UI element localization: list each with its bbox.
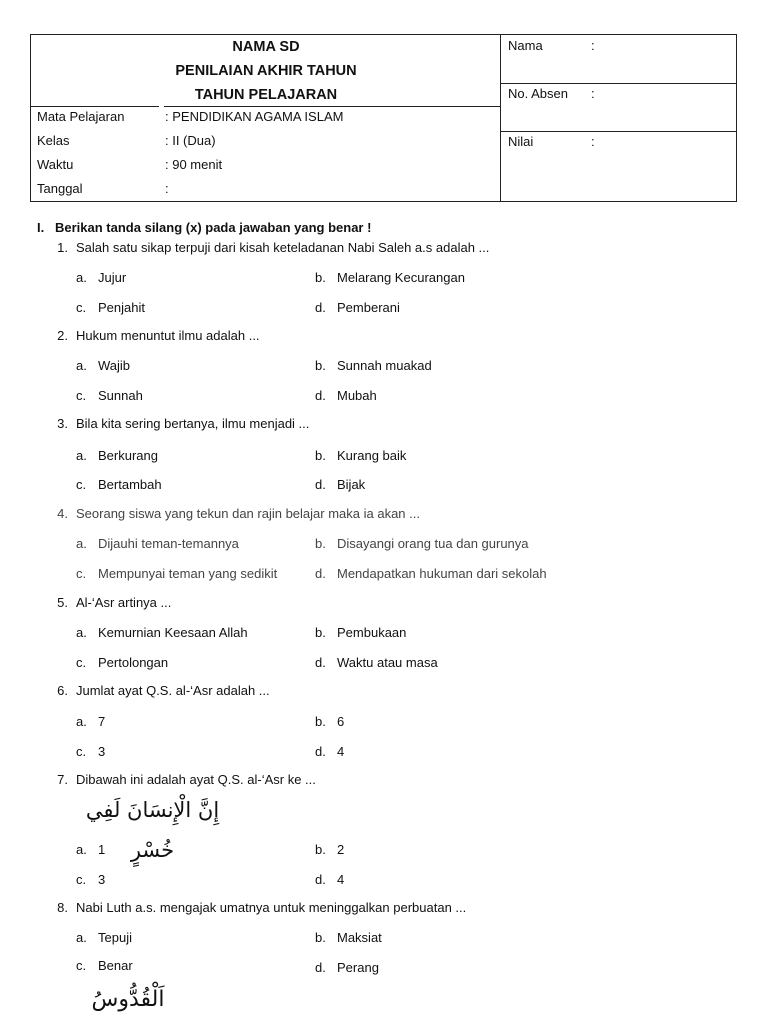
option-text: Sunnah (98, 388, 143, 403)
option-text: Pemberani (337, 300, 400, 315)
option-text: Penjahit (98, 300, 145, 315)
info-label-date: Tanggal (37, 181, 83, 196)
option-text: 6 (337, 714, 345, 729)
question-2 (46, 328, 260, 343)
option-text: Benar (98, 958, 133, 973)
option-6d[interactable] (315, 744, 344, 759)
option-text: 4 (337, 872, 345, 887)
option-5a[interactable] (76, 625, 248, 640)
question-3 (46, 416, 309, 431)
info-value-subject: : PENDIDIKAN AGAMA ISLAM (165, 109, 344, 124)
question-text: Nabi Luth a.s. mengajak umatnya untuk meninggalkan perbuatan ... (76, 900, 467, 915)
option-letter: c. (76, 872, 87, 887)
header-left-panel (31, 35, 501, 201)
option-text: 2 (337, 842, 345, 857)
option-text: Berkurang (98, 448, 158, 463)
option-letter: d. (315, 566, 326, 581)
option-text: 3 (98, 872, 106, 887)
option-6c[interactable] (76, 744, 105, 759)
option-letter: c. (76, 300, 87, 315)
right-divider-1 (501, 83, 736, 84)
question-text: Salah satu sikap terpuji dari kisah keteladanan Nabi Saleh a.s adalah ... (76, 240, 490, 255)
question-number: 1. (57, 240, 68, 255)
option-text: Mendapatkan hukuman dari sekolah (337, 566, 547, 581)
option-text: Mempunyai teman yang sedikit (98, 566, 278, 581)
option-1a[interactable] (76, 270, 126, 285)
right-divider-2 (501, 131, 736, 132)
option-text: 7 (98, 714, 106, 729)
option-letter: c. (76, 958, 87, 973)
option-letter: d. (315, 744, 326, 759)
option-letter: c. (76, 566, 87, 581)
option-text: Tepuji (98, 930, 132, 945)
section-instruction (37, 220, 371, 235)
option-3d[interactable] (315, 477, 365, 492)
option-letter: d. (315, 872, 326, 887)
option-2a[interactable] (76, 358, 130, 373)
header-divider-left (31, 106, 159, 107)
question-6 (46, 683, 270, 698)
school-name: NAMA SD (232, 39, 300, 55)
option-1b[interactable] (315, 270, 465, 285)
option-text: Maksiat (337, 930, 382, 945)
absen-field[interactable]: : (591, 86, 595, 101)
info-label-class: Kelas (37, 133, 70, 148)
option-4c[interactable] (76, 566, 277, 581)
exam-title: PENILAIAN AKHIR TAHUN (175, 63, 357, 79)
option-letter: a. (76, 625, 87, 640)
option-4b[interactable] (315, 536, 529, 551)
option-text: Bijak (337, 477, 366, 492)
option-letter: c. (76, 477, 87, 492)
option-letter: c. (76, 388, 87, 403)
header-table (30, 34, 737, 202)
absen-label: No. Absen (508, 86, 568, 101)
option-text: Perang (337, 960, 379, 975)
option-letter: a. (76, 714, 87, 729)
question-number: 8. (57, 900, 68, 915)
option-letter: c. (76, 744, 87, 759)
option-letter: b. (315, 536, 326, 551)
option-3c[interactable] (76, 477, 162, 492)
option-letter: a. (76, 930, 87, 945)
option-8a[interactable] (76, 930, 132, 945)
header-right-panel (501, 35, 736, 201)
academic-year: TAHUN PELAJARAN (194, 87, 338, 103)
option-letter: d. (315, 655, 326, 670)
info-value-date[interactable]: : (165, 181, 169, 196)
option-5b[interactable] (315, 625, 406, 640)
arabic-verse: إِنَّ الْإِنسَانَ لَفِي خُسْرٍ (85, 798, 220, 862)
name-label: Nama (508, 38, 543, 53)
option-2d[interactable] (315, 388, 377, 403)
question-7 (46, 772, 316, 787)
option-7a[interactable] (76, 842, 105, 857)
option-8d[interactable] (315, 960, 379, 975)
option-2b[interactable] (315, 358, 432, 373)
header-divider-right (164, 106, 501, 107)
name-field[interactable]: : (591, 38, 595, 53)
info-label-subject: Mata Pelajaran (37, 109, 125, 124)
question-number: 5. (57, 595, 68, 610)
option-letter: a. (76, 358, 87, 373)
question-number: 3. (57, 416, 68, 431)
option-letter: b. (315, 448, 326, 463)
section-roman: I. (37, 220, 45, 235)
option-8b[interactable] (315, 930, 382, 945)
option-4d[interactable] (315, 566, 547, 581)
instruction-text: Berikan tanda silang (x) pada jawaban yang benar ! (55, 220, 372, 235)
option-1d[interactable] (315, 300, 400, 315)
question-4 (46, 506, 420, 521)
arabic-footer-word: اَلْقُدُّوسُ (91, 987, 165, 1012)
question-number: 2. (57, 328, 68, 343)
option-text: Melarang Kecurangan (337, 270, 465, 285)
option-letter: d. (315, 960, 326, 975)
option-6a[interactable] (76, 714, 105, 729)
option-letter: b. (315, 270, 326, 285)
option-4a[interactable] (76, 536, 239, 551)
question-text: Seorang siswa yang tekun dan rajin belajar maka ia akan ... (76, 506, 420, 521)
info-value-class: : II (Dua) (165, 133, 216, 148)
option-text: Sunnah muakad (337, 358, 432, 373)
question-text: Hukum menuntut ilmu adalah ... (76, 328, 260, 343)
option-7d[interactable] (315, 872, 344, 887)
option-text: Jujur (98, 270, 127, 285)
option-text: Bertambah (98, 477, 162, 492)
option-5c[interactable] (76, 655, 168, 670)
question-1 (46, 240, 489, 255)
score-field[interactable]: : (591, 134, 595, 149)
option-text: Kemurnian Keesaan Allah (98, 625, 248, 640)
option-letter: b. (315, 358, 326, 373)
option-letter: a. (76, 536, 87, 551)
option-text: Disayangi orang tua dan gurunya (337, 536, 529, 551)
option-8c[interactable] (76, 958, 133, 973)
question-8 (46, 900, 466, 915)
option-letter: d. (315, 477, 326, 492)
score-label: Nilai (508, 134, 534, 149)
option-letter: a. (76, 842, 87, 857)
option-6b[interactable] (315, 714, 344, 729)
option-7c[interactable] (76, 872, 105, 887)
question-number: 4. (57, 506, 68, 521)
option-7b[interactable] (315, 842, 344, 857)
option-text: Mubah (337, 388, 377, 403)
option-text: Kurang baik (337, 448, 407, 463)
option-text: 3 (98, 744, 106, 759)
option-letter: b. (315, 842, 326, 857)
option-letter: b. (315, 714, 326, 729)
option-letter: a. (76, 448, 87, 463)
option-text: Pembukaan (337, 625, 407, 640)
question-5 (46, 595, 171, 610)
option-letter: c. (76, 655, 87, 670)
option-text: Dijauhi teman-temannya (98, 536, 239, 551)
option-3b[interactable] (315, 448, 406, 463)
option-2c[interactable] (76, 388, 143, 403)
option-letter: a. (76, 270, 87, 285)
info-value-time: : 90 menit (165, 157, 223, 172)
option-letter: d. (315, 300, 326, 315)
option-3a[interactable] (76, 448, 158, 463)
option-text: Waktu atau masa (337, 655, 438, 670)
option-text: 1 (98, 842, 106, 857)
question-text: Bila kita sering bertanya, ilmu menjadi ... (76, 416, 310, 431)
option-letter: d. (315, 388, 326, 403)
option-text: 4 (337, 744, 345, 759)
question-text: Dibawah ini adalah ayat Q.S. al-‘Asr ke ... (76, 772, 316, 787)
option-5d[interactable] (315, 655, 438, 670)
info-label-time: Waktu (37, 157, 74, 172)
option-text: Wajib (98, 358, 131, 373)
question-text: Al-‘Asr artinya ... (76, 595, 172, 610)
question-number: 6. (57, 683, 68, 698)
option-letter: b. (315, 930, 326, 945)
option-1c[interactable] (76, 300, 145, 315)
option-letter: b. (315, 625, 326, 640)
option-text: Pertolongan (98, 655, 169, 670)
question-text: Jumlat ayat Q.S. al-‘Asr adalah ... (76, 683, 270, 698)
question-number: 7. (57, 772, 68, 787)
